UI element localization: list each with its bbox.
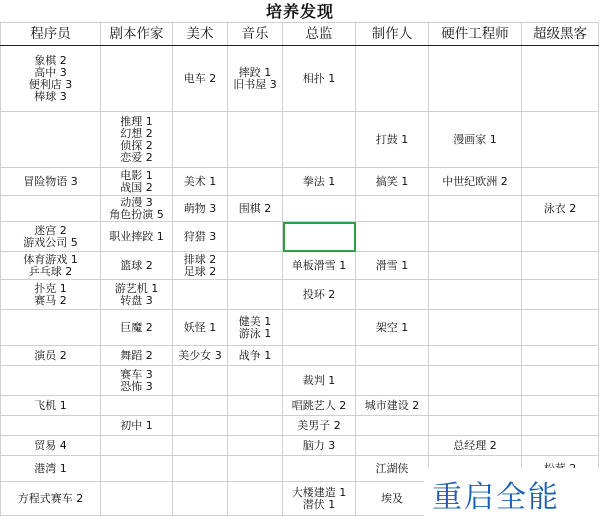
table-cell[interactable] bbox=[101, 436, 173, 456]
cell-entry: 单板滑雪 1 bbox=[291, 258, 347, 272]
cell-entry: 投环 2 bbox=[302, 287, 336, 301]
cell-entry: 象棋 2 bbox=[34, 53, 67, 67]
cell-entry: 美少女 3 bbox=[178, 348, 222, 362]
table-cell[interactable] bbox=[283, 436, 356, 456]
table-row bbox=[1, 112, 599, 168]
page-title: 培养发现 bbox=[265, 2, 334, 21]
table-cell[interactable] bbox=[429, 310, 522, 346]
table-cell[interactable] bbox=[356, 112, 429, 168]
table-row bbox=[1, 310, 599, 346]
table-cell[interactable] bbox=[429, 366, 522, 396]
table-cell[interactable] bbox=[101, 310, 173, 346]
cell-entry: 打鼓 1 bbox=[375, 132, 409, 146]
table-cell[interactable] bbox=[522, 436, 599, 456]
cell-entry: 足球 2 bbox=[183, 264, 217, 278]
table-cell[interactable] bbox=[522, 366, 599, 396]
table-cell[interactable] bbox=[1, 482, 101, 516]
cell-entry: 拳法 1 bbox=[302, 174, 336, 188]
cell-entry: 港湾 1 bbox=[34, 461, 67, 475]
table-cell[interactable] bbox=[1, 280, 101, 310]
table-cell[interactable] bbox=[522, 310, 599, 346]
table-cell[interactable] bbox=[356, 396, 429, 416]
table-cell[interactable] bbox=[356, 168, 429, 196]
table-cell[interactable] bbox=[1, 252, 101, 280]
cell-entry: 迷宫 2 bbox=[34, 223, 67, 237]
table-cell[interactable] bbox=[283, 366, 356, 396]
table-row bbox=[1, 222, 599, 252]
table-cell[interactable] bbox=[228, 252, 283, 280]
table-cell[interactable] bbox=[1, 168, 101, 196]
table-cell[interactable] bbox=[283, 346, 356, 366]
cell-entry: 巨魔 2 bbox=[120, 320, 153, 334]
table-cell[interactable] bbox=[356, 346, 429, 366]
table-cell[interactable] bbox=[228, 416, 283, 436]
table-cell[interactable] bbox=[522, 280, 599, 310]
table-cell[interactable] bbox=[228, 112, 283, 168]
col-header-art: 美术 bbox=[173, 23, 228, 46]
cell-entry: 推理 1 bbox=[120, 114, 153, 128]
table-row bbox=[1, 168, 599, 196]
cell-entry: 电车 2 bbox=[183, 71, 217, 85]
table-cell[interactable] bbox=[283, 396, 356, 416]
table-cell[interactable] bbox=[429, 46, 522, 112]
cell-entry: 大楼建造 1 bbox=[291, 485, 347, 499]
cell-entry: 旧书屋 3 bbox=[233, 77, 277, 91]
cell-entry: 恐怖 3 bbox=[120, 379, 153, 393]
cell-entry: 电影 1 bbox=[120, 168, 153, 182]
table-cell[interactable] bbox=[522, 46, 599, 112]
cell-entry: 赛车 3 bbox=[120, 367, 153, 381]
table-cell[interactable] bbox=[429, 416, 522, 436]
cell-entry: 中世纪欧洲 2 bbox=[442, 174, 508, 188]
col-header-music: 音乐 bbox=[228, 23, 283, 46]
table-cell[interactable] bbox=[429, 346, 522, 366]
table-row bbox=[1, 436, 599, 456]
table-cell[interactable] bbox=[101, 46, 173, 112]
table-cell[interactable] bbox=[356, 456, 429, 482]
table-cell[interactable] bbox=[522, 168, 599, 196]
table-cell[interactable] bbox=[228, 168, 283, 196]
table-cell[interactable] bbox=[101, 396, 173, 416]
cell-entry: 泳衣 2 bbox=[543, 201, 577, 215]
table-cell[interactable] bbox=[522, 252, 599, 280]
table-cell[interactable] bbox=[1, 222, 101, 252]
table-cell[interactable] bbox=[173, 112, 228, 168]
table-cell[interactable] bbox=[283, 310, 356, 346]
table-cell[interactable] bbox=[228, 346, 283, 366]
table-row bbox=[1, 396, 599, 416]
talent-table bbox=[0, 22, 599, 516]
cell-entry: 相扑 1 bbox=[302, 71, 336, 85]
col-header-scriptwriter: 剧本作家 bbox=[101, 23, 173, 46]
cell-entry: 江湖侠 bbox=[375, 461, 409, 475]
table-cell[interactable] bbox=[1, 310, 101, 346]
cell-entry: 乒乓球 2 bbox=[28, 264, 73, 278]
cell-entry: 动漫 3 bbox=[120, 195, 153, 209]
table-cell[interactable] bbox=[283, 416, 356, 436]
cell-entry: 角色扮演 5 bbox=[109, 207, 164, 221]
table-cell[interactable] bbox=[173, 168, 228, 196]
cell-entry: 扑克 1 bbox=[34, 281, 67, 295]
table-cell[interactable] bbox=[228, 310, 283, 346]
table-cell[interactable] bbox=[429, 196, 522, 222]
table-cell[interactable] bbox=[429, 436, 522, 456]
table-row bbox=[1, 196, 599, 222]
table-cell[interactable] bbox=[1, 346, 101, 366]
cell-entry: 唱跳艺人 2 bbox=[291, 398, 347, 412]
cell-entry: 潜伏 1 bbox=[302, 497, 336, 511]
cell-entry: 架空 1 bbox=[375, 320, 409, 334]
cell-entry: 健美 1 bbox=[238, 314, 272, 328]
table-cell[interactable] bbox=[356, 310, 429, 346]
table-cell[interactable] bbox=[429, 396, 522, 416]
table-cell[interactable] bbox=[101, 366, 173, 396]
table-cell[interactable] bbox=[1, 436, 101, 456]
table-cell[interactable] bbox=[283, 252, 356, 280]
cell-entry: 战争 1 bbox=[238, 348, 272, 362]
table-cell[interactable] bbox=[522, 396, 599, 416]
cell-entry: 游艺机 1 bbox=[114, 281, 159, 295]
table-cell[interactable] bbox=[429, 252, 522, 280]
table-cell[interactable] bbox=[1, 46, 101, 112]
table-cell[interactable] bbox=[1, 456, 101, 482]
table-cell[interactable] bbox=[173, 46, 228, 112]
table-cell[interactable] bbox=[429, 112, 522, 168]
cell-entry: 漫画家 1 bbox=[453, 132, 497, 146]
header-row bbox=[1, 23, 599, 46]
cell-entry: 转盘 3 bbox=[120, 293, 153, 307]
table-cell[interactable] bbox=[429, 222, 522, 252]
table-cell[interactable] bbox=[228, 456, 283, 482]
table-cell[interactable] bbox=[1, 416, 101, 436]
table-cell[interactable] bbox=[228, 436, 283, 456]
table-cell[interactable] bbox=[228, 196, 283, 222]
table-cell[interactable] bbox=[283, 196, 356, 222]
col-header-producer: 制作人 bbox=[356, 23, 429, 46]
cell-entry: 战国 2 bbox=[120, 180, 153, 194]
cell-entry: 城市建设 2 bbox=[364, 398, 420, 412]
cell-entry: 幻想 2 bbox=[120, 126, 153, 140]
table-row bbox=[1, 46, 599, 112]
table-cell[interactable] bbox=[283, 222, 356, 252]
cell-entry: 侦探 2 bbox=[120, 138, 153, 152]
col-header-hardware-engineer: 硬件工程师 bbox=[429, 23, 522, 46]
cell-entry: 冒险物语 3 bbox=[23, 174, 78, 188]
table-cell[interactable] bbox=[173, 310, 228, 346]
cell-entry: 滑雪 1 bbox=[375, 258, 409, 272]
col-header-director: 总监 bbox=[283, 23, 356, 46]
cell-entry: 美术 1 bbox=[183, 174, 217, 188]
table-cell[interactable] bbox=[101, 280, 173, 310]
table-cell[interactable] bbox=[356, 280, 429, 310]
table-cell[interactable] bbox=[356, 252, 429, 280]
table-cell[interactable] bbox=[356, 46, 429, 112]
table-cell[interactable] bbox=[228, 396, 283, 416]
table-cell[interactable] bbox=[356, 436, 429, 456]
table-cell[interactable] bbox=[173, 280, 228, 310]
table-row bbox=[1, 280, 599, 310]
table-cell[interactable] bbox=[1, 196, 101, 222]
cell-entry: 狩猎 3 bbox=[183, 229, 217, 243]
table-cell[interactable] bbox=[101, 416, 173, 436]
table-cell[interactable] bbox=[228, 280, 283, 310]
table-cell[interactable] bbox=[429, 280, 522, 310]
cell-entry: 赛马 2 bbox=[34, 293, 67, 307]
table-cell[interactable] bbox=[173, 396, 228, 416]
table-cell[interactable] bbox=[101, 482, 173, 516]
table-cell[interactable] bbox=[356, 482, 429, 516]
watermark-logo bbox=[424, 468, 600, 516]
table-cell[interactable] bbox=[101, 456, 173, 482]
table-cell[interactable] bbox=[283, 168, 356, 196]
table-cell[interactable] bbox=[173, 196, 228, 222]
table-cell[interactable] bbox=[101, 252, 173, 280]
table-cell[interactable] bbox=[173, 346, 228, 366]
watermark-text: 重启全能 bbox=[432, 480, 560, 515]
table-cell[interactable] bbox=[173, 436, 228, 456]
table-cell[interactable] bbox=[522, 346, 599, 366]
table-cell[interactable] bbox=[228, 482, 283, 516]
table-cell[interactable] bbox=[101, 346, 173, 366]
cell-entry: 方程式赛车 2 bbox=[17, 491, 84, 505]
cell-entry: 飞机 1 bbox=[34, 398, 67, 412]
table-cell[interactable] bbox=[228, 46, 283, 112]
table-cell[interactable] bbox=[173, 222, 228, 252]
table-cell[interactable] bbox=[522, 112, 599, 168]
table-cell[interactable] bbox=[522, 416, 599, 436]
cell-entry: 篮球 2 bbox=[120, 258, 153, 272]
table-cell[interactable] bbox=[228, 222, 283, 252]
cell-entry: 游泳 1 bbox=[238, 326, 272, 340]
col-header-super-hacker: 超级黑客 bbox=[522, 23, 599, 46]
table-cell[interactable] bbox=[101, 112, 173, 168]
table-cell[interactable] bbox=[356, 416, 429, 436]
table-cell[interactable] bbox=[173, 366, 228, 396]
table-cell[interactable] bbox=[522, 196, 599, 222]
cell-entry: 美男子 2 bbox=[297, 418, 341, 432]
table-cell[interactable] bbox=[283, 280, 356, 310]
cell-entry: 便利店 3 bbox=[28, 77, 73, 91]
table-cell[interactable] bbox=[173, 456, 228, 482]
table-cell[interactable] bbox=[101, 196, 173, 222]
table-cell[interactable] bbox=[101, 168, 173, 196]
table-cell[interactable] bbox=[228, 366, 283, 396]
table-row bbox=[1, 366, 599, 396]
table-cell[interactable] bbox=[356, 222, 429, 252]
cell-entry: 棒球 3 bbox=[34, 89, 67, 103]
table-cell[interactable] bbox=[522, 222, 599, 252]
cell-entry: 妖怪 1 bbox=[183, 320, 217, 334]
cell-entry: 演员 2 bbox=[34, 348, 67, 362]
table-cell[interactable] bbox=[1, 366, 101, 396]
table-row bbox=[1, 252, 599, 280]
cell-entry: 搞笑 1 bbox=[375, 174, 409, 188]
table-cell[interactable] bbox=[173, 416, 228, 436]
table-cell[interactable] bbox=[283, 46, 356, 112]
cell-entry: 总经理 2 bbox=[453, 438, 497, 452]
cell-entry: 脑力 3 bbox=[302, 438, 336, 452]
cell-entry: 埃及 bbox=[381, 491, 403, 505]
cell-entry: 游戏公司 5 bbox=[23, 235, 78, 249]
table-cell[interactable] bbox=[283, 456, 356, 482]
table-cell[interactable] bbox=[173, 482, 228, 516]
table-cell[interactable] bbox=[356, 196, 429, 222]
cell-entry: 裁判 1 bbox=[302, 373, 336, 387]
table-cell[interactable] bbox=[1, 112, 101, 168]
cell-entry: 贸易 4 bbox=[34, 438, 67, 452]
cell-entry: 排球 2 bbox=[183, 252, 217, 266]
table-row bbox=[1, 346, 599, 366]
table-cell[interactable] bbox=[173, 252, 228, 280]
table-cell[interactable] bbox=[1, 396, 101, 416]
col-header-programmer: 程序员 bbox=[1, 23, 101, 46]
table-cell[interactable] bbox=[356, 366, 429, 396]
cell-entry: 高中 3 bbox=[34, 65, 67, 79]
cell-entry: 职业摔跤 1 bbox=[109, 229, 164, 243]
table-cell[interactable] bbox=[429, 168, 522, 196]
cell-entry: 舞蹈 2 bbox=[120, 348, 153, 362]
table-cell[interactable] bbox=[283, 112, 356, 168]
table-cell[interactable] bbox=[101, 222, 173, 252]
cell-entry: 围棋 2 bbox=[238, 201, 272, 215]
cell-entry: 萌物 3 bbox=[183, 201, 217, 215]
table-row bbox=[1, 416, 599, 436]
cell-entry: 体育游戏 1 bbox=[23, 252, 78, 266]
cell-entry: 恋爱 2 bbox=[120, 150, 153, 164]
cell-entry: 摔跤 1 bbox=[238, 65, 272, 79]
cell-entry: 初中 1 bbox=[120, 418, 153, 432]
table-cell[interactable] bbox=[283, 482, 356, 516]
